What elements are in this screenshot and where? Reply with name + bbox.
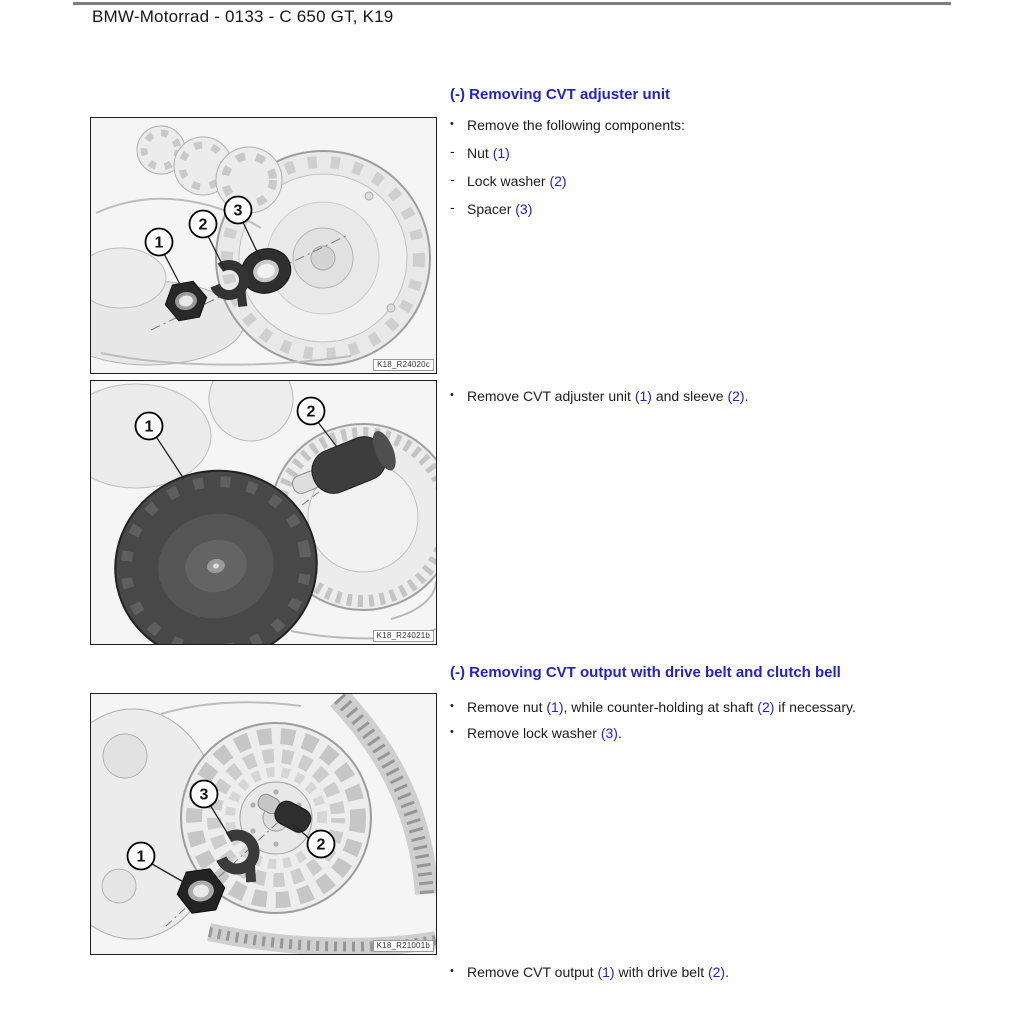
- figure-cvt-output: [90, 693, 437, 955]
- bullet-marker: •: [450, 700, 454, 712]
- output-removal-step: [450, 963, 1015, 991]
- part-ref[interactable]: (2): [549, 173, 567, 189]
- svg-text:1: 1: [136, 848, 146, 866]
- instruction-text: [467, 963, 729, 981]
- callout-1: [146, 229, 173, 256]
- figure-code-label: K18_R21001b: [373, 940, 434, 952]
- section-heading-cvt-output: (-) Removing CVT output with drive belt and clutch bell: [450, 664, 841, 681]
- text-segment: Spacer: [467, 201, 516, 217]
- svg-text:1: 1: [144, 418, 154, 436]
- part-ref[interactable]: (3): [515, 201, 533, 217]
- instruction-text: [467, 200, 532, 218]
- bullet-marker: •: [450, 726, 454, 738]
- part-ref[interactable]: (1): [634, 388, 652, 404]
- bullet-marker: •: [450, 389, 454, 401]
- callout-2: [190, 211, 217, 238]
- callout-1: [136, 413, 163, 440]
- callout-3: [191, 781, 218, 808]
- instruction-item: [450, 144, 1015, 162]
- instruction-item: [450, 698, 1015, 716]
- bullet-marker: •: [450, 118, 454, 130]
- text-segment: .: [725, 964, 729, 980]
- output-steps: [450, 698, 1015, 750]
- part-ref[interactable]: (1): [492, 145, 510, 161]
- instruction-item: [450, 172, 1015, 190]
- figure-cvt-adjuster-unit: [90, 380, 437, 645]
- header-rule: [73, 2, 951, 5]
- instruction-text: [467, 724, 622, 742]
- instruction-text: [467, 172, 567, 190]
- text-segment: Lock washer: [467, 173, 550, 189]
- svg-text:3: 3: [233, 202, 243, 220]
- callout-2: [308, 831, 335, 858]
- bullet-marker: •: [450, 965, 454, 977]
- instruction-item: [450, 387, 1015, 405]
- figure-code-label: K18_R24020c: [373, 359, 434, 371]
- svg-text:3: 3: [199, 786, 209, 804]
- callout-3: [225, 197, 252, 224]
- part-ref[interactable]: (2): [707, 964, 726, 980]
- figure-code-label: K18_R24021b: [373, 630, 434, 642]
- svg-text:2: 2: [198, 216, 208, 234]
- instruction-text: [467, 144, 510, 162]
- adjuster-removal-step: [450, 387, 1015, 415]
- part-ref[interactable]: (3): [600, 725, 618, 741]
- callout-1: [128, 843, 155, 870]
- figure-cvt-adjuster-parts: [90, 117, 437, 374]
- svg-text:1: 1: [154, 234, 164, 252]
- section-heading-cvt-adjuster: (-) Removing CVT adjuster unit: [450, 86, 671, 103]
- text-segment: .: [617, 725, 622, 741]
- svg-text:2: 2: [316, 836, 326, 854]
- text-segment: with drive belt: [614, 964, 708, 980]
- component-list: [450, 116, 1015, 228]
- text-segment: Remove lock washer: [467, 725, 601, 741]
- text-segment: , while counter-holding at shaft: [563, 699, 758, 715]
- text-segment: Remove nut: [467, 699, 547, 715]
- instruction-item: [450, 724, 1015, 742]
- text-segment: Remove CVT output: [467, 964, 598, 980]
- instruction-text: [467, 698, 856, 716]
- svg-text:2: 2: [306, 403, 316, 421]
- part-ref[interactable]: (1): [597, 964, 615, 980]
- bullet-marker: -: [450, 171, 455, 187]
- part-ref[interactable]: (2): [727, 388, 745, 404]
- text-segment: .: [744, 388, 749, 404]
- text-segment: if necessary.: [774, 699, 856, 715]
- callout-2: [298, 398, 325, 425]
- bullet-marker: -: [450, 143, 455, 159]
- engine-illustration-2: [91, 381, 436, 644]
- part-ref[interactable]: (2): [757, 699, 775, 715]
- bullet-marker: -: [450, 199, 455, 215]
- instruction-text: [467, 387, 748, 405]
- engine-illustration-3: [91, 694, 436, 954]
- instruction-item: [450, 963, 1015, 981]
- text-segment: Nut: [467, 145, 493, 161]
- text-segment: Remove the following components:: [467, 117, 685, 133]
- instruction-text: [467, 116, 685, 134]
- page-header-title: BMW-Motorrad - 0133 - C 650 GT, K19: [92, 7, 394, 26]
- engine-illustration-1: [91, 118, 436, 373]
- instruction-item: [450, 116, 1015, 134]
- text-segment: Remove CVT adjuster unit: [467, 388, 635, 404]
- text-segment: and sleeve: [651, 388, 728, 404]
- part-ref[interactable]: (1): [546, 699, 564, 715]
- instruction-item: [450, 200, 1015, 218]
